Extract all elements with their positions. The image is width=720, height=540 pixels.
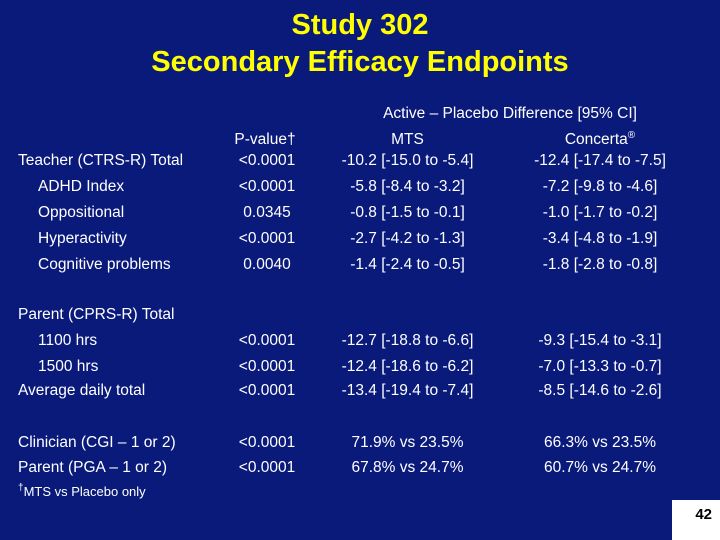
row-label: Teacher (CTRS-R) Total bbox=[18, 152, 184, 169]
row-label: Clinician (CGI – 1 or 2) bbox=[18, 434, 176, 451]
row-label: Parent (PGA – 1 or 2) bbox=[18, 459, 168, 476]
concerta-header bbox=[500, 130, 700, 150]
row-pvalue: <0.0001 bbox=[238, 230, 296, 247]
row-mts: -10.2 [-15.0 to -5.4] bbox=[341, 152, 474, 169]
row-concerta: -1.8 [-2.8 to -0.8] bbox=[542, 256, 658, 273]
row-concerta: -7.0 [-13.3 to -0.7] bbox=[538, 358, 662, 375]
row-mts: -13.4 [-19.4 to -7.4] bbox=[341, 382, 474, 399]
registered-mark: ® bbox=[627, 129, 636, 141]
mts-header: MTS bbox=[391, 131, 424, 148]
row-concerta: -1.0 [-1.7 to -0.2] bbox=[542, 204, 658, 221]
row-concerta: 66.3% vs 23.5% bbox=[543, 434, 656, 451]
row-label: Hyperactivity bbox=[38, 230, 127, 247]
row-pvalue: <0.0001 bbox=[238, 332, 296, 349]
row-concerta: -9.3 [-15.4 to -3.1] bbox=[538, 332, 662, 349]
pvalue-header-text: P-value bbox=[234, 131, 287, 148]
pvalue-dagger: † bbox=[286, 131, 296, 148]
footnote-text: MTS vs Placebo only bbox=[23, 484, 146, 499]
row-pvalue: <0.0001 bbox=[238, 434, 296, 451]
row-pvalue: <0.0001 bbox=[238, 459, 296, 476]
row-concerta: -8.5 [-14.6 to -2.6] bbox=[538, 382, 662, 399]
row-pvalue: 0.0040 bbox=[243, 256, 291, 273]
row-pvalue: <0.0001 bbox=[238, 178, 296, 195]
row-label: ADHD Index bbox=[38, 178, 125, 195]
row-label: Oppositional bbox=[38, 204, 125, 221]
pvalue-header bbox=[222, 130, 308, 150]
row-mts: -12.4 [-18.6 to -6.2] bbox=[341, 358, 474, 375]
row-pvalue: <0.0001 bbox=[238, 382, 296, 399]
row-label: Cognitive problems bbox=[38, 256, 171, 273]
row-concerta: -12.4 [-17.4 to -7.5] bbox=[534, 152, 666, 169]
row-label: 1100 hrs bbox=[38, 332, 98, 349]
row-mts: -5.8 [-8.4 to -3.2] bbox=[350, 178, 465, 195]
row-mts: -0.8 [-1.5 to -0.1] bbox=[350, 204, 465, 221]
row-mts: -2.7 [-4.2 to -1.3] bbox=[350, 230, 465, 247]
footnote-dagger: † bbox=[18, 482, 24, 494]
row-mts: 67.8% vs 24.7% bbox=[351, 459, 464, 476]
concerta-header-text: Concerta bbox=[564, 131, 628, 148]
slide-title-line1: Study 302 bbox=[291, 9, 429, 41]
row-concerta: -7.2 [-9.8 to -4.6] bbox=[542, 178, 658, 195]
difference-header: Active – Placebo Difference [95% CI] bbox=[383, 105, 637, 122]
row-label: 1500 hrs bbox=[38, 358, 99, 375]
row-mts: -1.4 [-2.4 to -0.5] bbox=[350, 256, 465, 273]
row-pvalue: <0.0001 bbox=[238, 358, 296, 375]
parent-section-label: Parent (CPRS-R) Total bbox=[18, 306, 175, 323]
row-concerta: 60.7% vs 24.7% bbox=[543, 459, 656, 476]
footnote bbox=[18, 484, 146, 499]
page-number: 42 bbox=[672, 500, 720, 540]
row-mts: 71.9% vs 23.5% bbox=[351, 434, 464, 451]
row-pvalue: 0.0345 bbox=[243, 204, 291, 221]
slide-title-line2: Secondary Efficacy Endpoints bbox=[151, 46, 569, 78]
row-concerta: -3.4 [-4.8 to -1.9] bbox=[542, 230, 658, 247]
row-label: Average daily total bbox=[18, 382, 146, 399]
row-pvalue: <0.0001 bbox=[238, 152, 296, 169]
row-mts: -12.7 [-18.8 to -6.6] bbox=[341, 332, 474, 349]
